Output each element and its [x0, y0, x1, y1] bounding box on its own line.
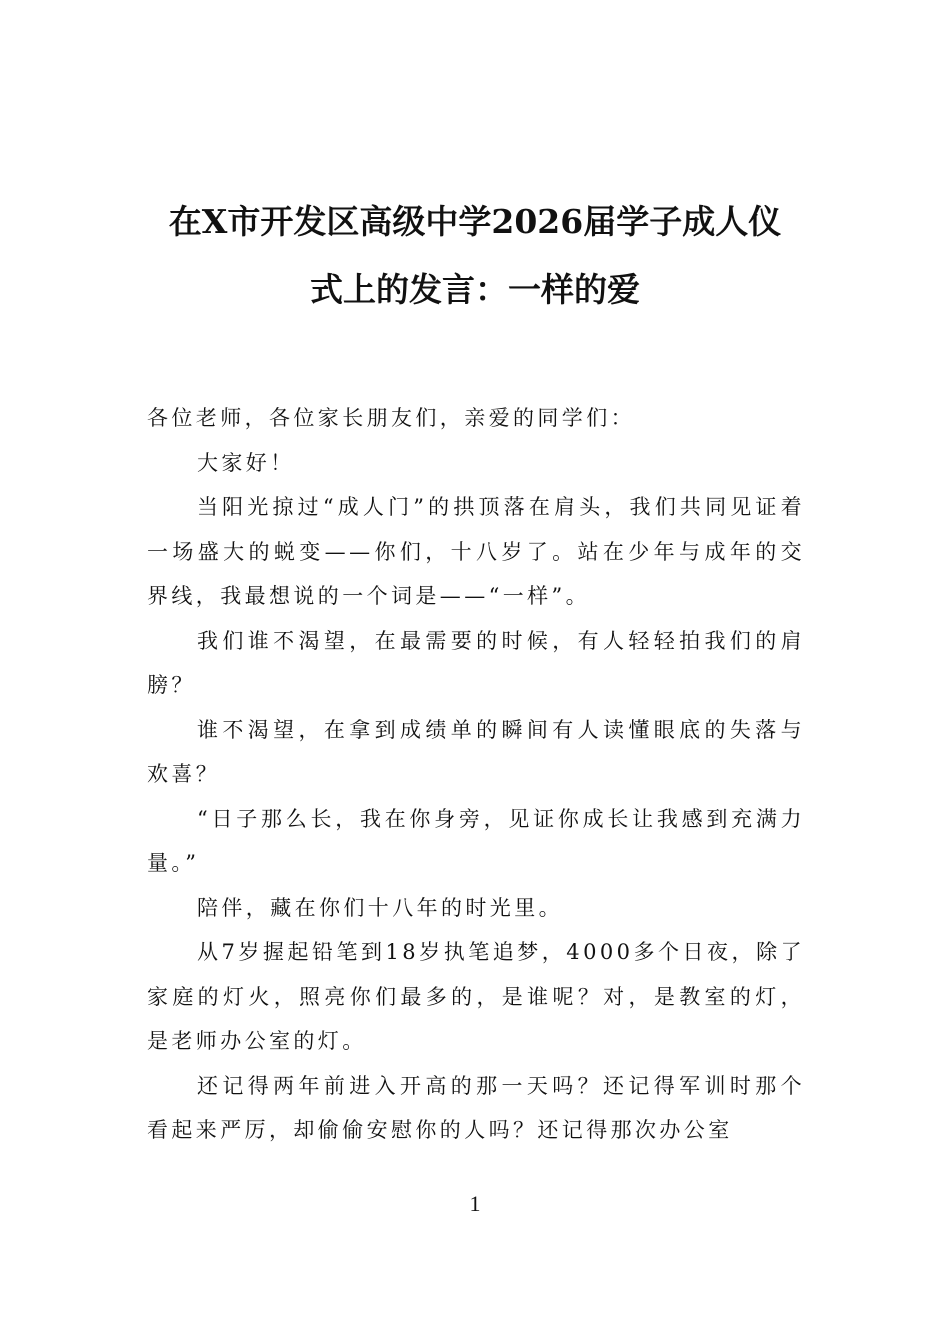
paragraph: 还记得两年前进入开高的那一天吗？还记得军训时那个看起来严厉，却偷偷安慰你的人吗？还记得那次办公室 — [147, 1073, 805, 1142]
title-line-1: 在X市开发区高级中学2026届学子成人仪 — [168, 202, 782, 241]
document-title — [140, 188, 810, 324]
paragraph: 我们谁不渴望，在最需要的时候，有人轻轻拍我们的肩膀？ — [147, 628, 805, 697]
paragraph: 从7岁握起铅笔到18岁执笔追梦，4000多个日夜，除了家庭的灯火，照亮你们最多的，是谁呢？对，是教室的灯，是老师办公室的灯。 — [147, 940, 805, 1053]
paragraph: 谁不渴望，在拿到成绩单的瞬间有人读懂眼底的失落与欢喜？ — [147, 717, 805, 786]
title-line-2: 式上的发言：一样的爱 — [310, 270, 640, 309]
page-number: 1 — [469, 1191, 481, 1216]
salutation: 各位老师，各位家长朋友们，亲爱的同学们： — [147, 406, 635, 430]
paragraph: 当阳光掠过“成人门”的拱顶落在肩头，我们共同见证着一场盛大的蜕变——你们，十八岁了。站在少年与成年的交界线，我最想说的一个词是——“一样”。 — [147, 495, 805, 608]
paragraph: 陪伴，藏在你们十八年的时光里。 — [197, 895, 563, 920]
paragraph: “日子那么长，我在你身旁，见证你成长让我感到充满力量。” — [147, 806, 805, 875]
paragraph: 大家好！ — [197, 450, 295, 475]
document-body — [147, 396, 805, 1153]
